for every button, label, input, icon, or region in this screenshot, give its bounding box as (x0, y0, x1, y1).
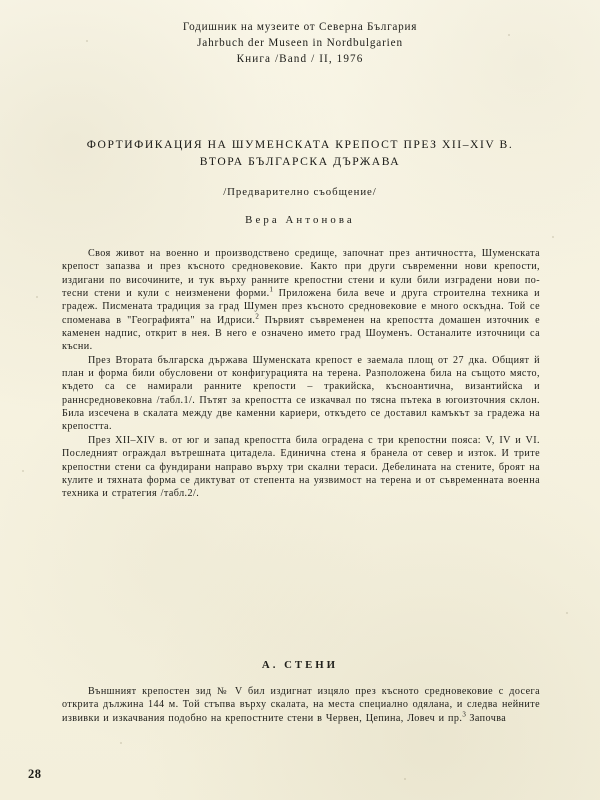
article-title (0, 136, 600, 171)
article-body (62, 247, 540, 501)
journal-title-bulgarian: Годишник на музеите от Северна България (182, 21, 418, 33)
footnote-marker: 1 (269, 285, 274, 294)
scan-speck (552, 236, 554, 238)
journal-masthead (0, 20, 600, 68)
article-subtitle: /Предварително съобщение/ (223, 186, 377, 198)
page-number: 28 (28, 767, 42, 781)
scan-speck (120, 742, 122, 744)
section-body (62, 685, 540, 725)
section-heading-walls: А. СТЕНИ (261, 658, 339, 671)
journal-volume-year: Книга /Band / II, 1976 (236, 52, 364, 65)
body-paragraph: Своя живот на военно и производствено средище, започнат през античността, Шуменската крепост запазва и през късното средновековие. Както при други съвременни нови крепости, издигани по височините, и тук върху ранните крепостни стени и кули били изградени нови по-тесни стени и кули с неизменени форми.$^1$ Приложена била вече и друга строителна техника и градеж. Писмената традиция за град Шумен през късното средновековие е много оскъдна. Той се споменава в "Географията" на Идриси.$^2$ Първият съвременен на крепостта домашен източник е каменен надпис, открит в нея. В него е означено името град Шоуменъ. Останалите източници са късни. (62, 248, 540, 353)
scan-speck (404, 778, 406, 780)
article-title-line-2: ВТОРА БЪЛГАРСКА ДЪРЖАВА (199, 155, 401, 169)
article-author: Вера Антонова (245, 214, 355, 226)
body-paragraph: Външният крепостен зид № V бил издигнат изцяло през късното средновековие с досега открита дължина 144 м. Той стъпва върху скалата, на места специално одялана, и следва нейните извивки и изкачвания подобно на крепостните стени в Червен, Цепина, Ловеч и пр.$^3$ Започва (62, 686, 540, 724)
scan-speck (22, 470, 24, 472)
body-paragraph: През Втората българска държава Шуменската крепост е заемала площ от 27 дка. Общият й план и форма били обусловени от конфигурацията на терена. Разположена била на същото място, където са се намирали ранните крепости – тракийска, късноантична, византийска и раннсредновековна /табл.1/. Пътят за крепостта се изкачвал по тясна пътека в югоизточния склон. Била изсечена в скалата между две каменни кариери, откъдето се доставил камъкът за градежа на крепостта. (62, 354, 540, 433)
scan-speck (36, 296, 38, 298)
footnote-marker: 3 (462, 710, 466, 719)
article-title-line-1: ФОРТИФИКАЦИЯ НА ШУМЕНСКАТА КРЕПОСТ ПРЕЗ XII–XIV В. (86, 138, 514, 151)
body-paragraph: През XII–XIV в. от юг и запад крепостта била оградена с три крепостни пояса: V, IV и VI. Последният ограждал вътрешната цитадела. Единична стена я бранела от север и изток. И трите крепостни стени са фундирани направо върху три скални тераси. Дебелината на стените, броят на кулите и тяхната форма се диктуват от степента на уязвимост на терена и от съвременната военна техника и стратегия /табл.2/. (62, 434, 540, 500)
journal-title-german: Jahrbuch der Museen in Nordbulgarien (197, 36, 403, 49)
scan-speck (566, 612, 568, 614)
footnote-marker: 2 (255, 312, 259, 321)
